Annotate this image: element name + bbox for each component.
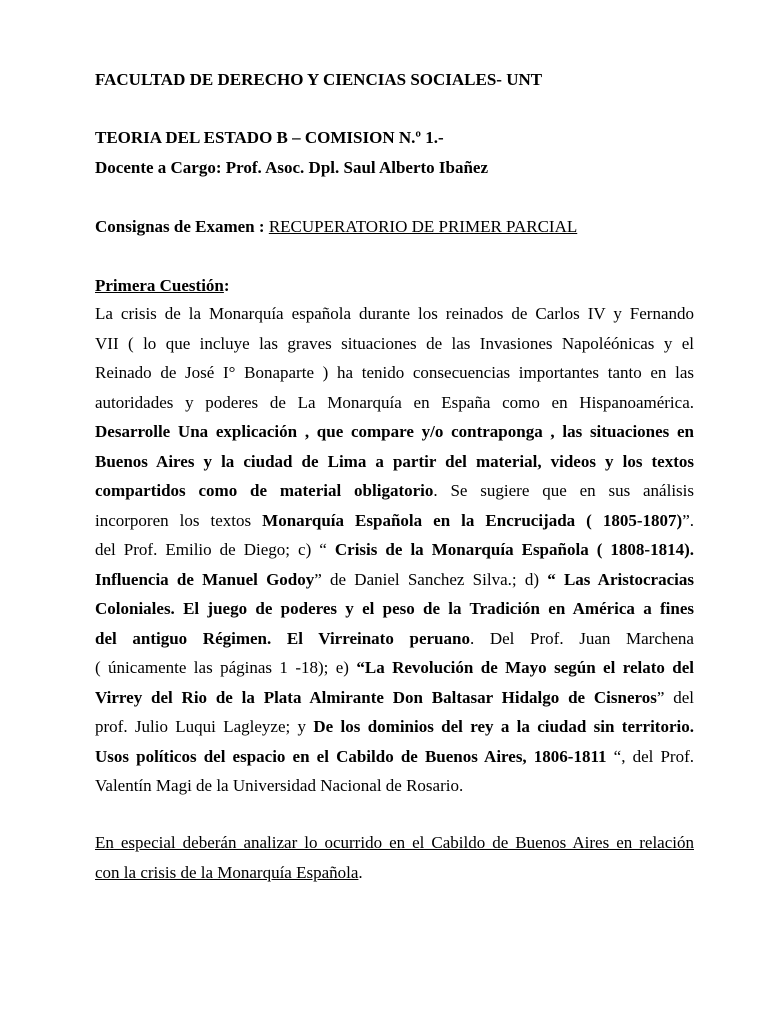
note-line-2-end: . [358,862,363,882]
bold-text-segment: Buenos Aires y la ciudad de Lima a partir del material, videos y los textos [95,451,694,471]
question-line [95,447,694,477]
question-line [95,742,694,772]
teacher-line: Docente a Cargo: Prof. Asoc. Dpl. Saul Alberto Ibañez [95,158,489,177]
bold-text-segment: Desarrolle Una explicación , que compare y/o contraponga , las situaciones en [95,422,694,441]
question-line [95,624,694,654]
question-body [95,299,694,801]
text-segment: ” de Daniel Sanchez Silva.; d) [314,569,548,589]
exam-line [95,217,577,237]
note-line-2-text: con la crisis de la Monarquía Española [95,862,359,882]
question-line [95,771,694,801]
text-segment: VII ( lo que incluye las graves situaciones de las Invasiones Napoléónicas y el [95,333,694,353]
text-segment: prof. Julio Luqui Lagleyze; y [95,717,314,736]
bold-text-segment: Crisis de la Monarquía Española ( 1808-1814). [334,540,694,559]
question-line [95,653,694,683]
text-segment: ( únicamente las páginas 1 -18); e) [95,658,357,677]
question-line [95,358,694,388]
bold-text-segment: Monarquía Española en la Encrucijada ( 1805-1807) [262,510,683,530]
question-heading [95,276,230,296]
question-line [95,683,694,713]
text-segment: Valentín Magi de la Universidad Nacional de Rosario. [95,776,464,795]
course-heading: TEORIA DEL ESTADO B – COMISION N.º 1.- [95,128,444,147]
text-segment: Reinado de José I° Bonaparte ) ha tenido consecuencias importantes tanto en las [95,363,694,382]
note-paragraph [95,828,694,887]
question-line [95,476,694,506]
bold-text-segment: De los dominios del rey a la ciudad sin territorio. [313,717,694,736]
text-segment: . Se sugiere que en sus análisis [433,481,694,500]
bold-text-segment: Influencia de Manuel Godoy [95,569,315,589]
question-line [95,299,694,329]
question-line [95,506,694,536]
bold-text-segment: “La Revolución de Mayo según el relato del [356,658,695,677]
faculty-heading: FACULTAD DE DERECHO Y CIENCIAS SOCIALES- UNT [95,70,543,89]
note-line-1 [95,828,694,858]
question-heading-text: Primera Cuestión [95,276,224,295]
question-line [95,594,694,624]
exam-title: RECUPERATORIO DE PRIMER PARCIAL [268,217,578,236]
bold-text-segment: compartidos como de material obligatorio [95,481,434,500]
bold-text-segment: del antiguo Régimen. El Virreinato peruano [95,628,470,648]
bold-text-segment: “ Las Aristocracias [547,569,694,589]
text-segment: “, del Prof. [606,746,695,766]
note-line-1-text: En especial deberán analizar lo ocurrido en el Cabildo de Buenos Aires en relación [95,833,694,852]
text-segment: . Del Prof. Juan Marchena [469,628,694,648]
text-segment: incorporen los textos [95,510,263,530]
text-segment: ” del [656,687,694,707]
question-line [95,535,694,565]
text-segment: del Prof. Emilio de Diego; c) “ [95,540,335,559]
note-line-2 [95,858,694,888]
question-line [95,712,694,742]
exam-label: Consignas de Examen : [95,217,269,236]
text-segment: ”. [682,510,694,530]
bold-text-segment: Coloniales. El juego de poderes y el peso de la Tradición en América a fines [95,599,694,618]
question-line [95,388,694,418]
question-line [95,329,694,359]
question-line [95,417,694,447]
bold-text-segment: Virrey del Rio de la Plata Almirante Don Baltasar Hidalgo de Cisneros [95,687,657,707]
question-heading-colon: : [223,276,230,295]
bold-text-segment: Usos políticos del espacio en el Cabildo de Buenos Aires, 1806-1811 [95,746,607,766]
text-segment: autoridades y poderes de La Monarquía en España como en Hispanoamérica. [95,392,694,412]
question-line [95,565,694,595]
text-segment: La crisis de la Monarquía española durante los reinados de Carlos IV y Fernando [95,304,694,323]
